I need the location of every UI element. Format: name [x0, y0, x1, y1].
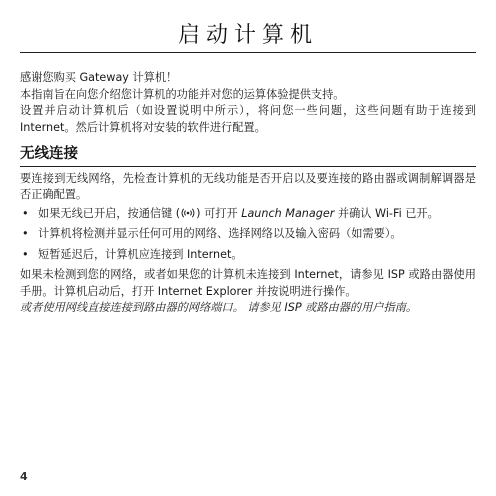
section-heading-wireless: 无线连接 [20, 146, 78, 162]
step3-text: 短暂延迟后，计算机应连接到 Internet。 [38, 247, 243, 261]
page-number: 4 [20, 470, 28, 483]
wireless-steps [20, 206, 476, 264]
wireless-lead: 要连接到无线网络，先检查计算机的无线功能是否开启以及要连接的路由器或调制解调器是否正确配置。 [20, 171, 476, 201]
title-divider [20, 52, 476, 53]
launch-manager-name: Launch Manager [241, 206, 335, 220]
wireless-troubleshoot: 如果未检测到您的网络，或者如果您的计算机未连接到 Internet，请参见 ISP 或路由器使用手册。计算机启动后，打开 Internet Explorer 并按说明进行操作。 [20, 268, 476, 298]
step1-text-a: 如果无线已开启，按通信键 ( [38, 206, 181, 220]
wireless-signal-icon [180, 207, 196, 219]
list-item [20, 247, 476, 264]
list-item [20, 226, 476, 243]
page-title: 启动计算机 [177, 23, 318, 48]
bullet-marker: • [22, 227, 29, 240]
wired-connection-note: 或者使用网线直接连接到路由器的网络端口。 请参见 ISP 或路由器的用户指南。 [20, 301, 418, 314]
list-item [20, 206, 476, 223]
bullet-marker: • [22, 247, 29, 261]
step2-text: 计算机将检测并显示任何可用的网络、选择网络以及输入密码（如需要）。 [38, 227, 402, 240]
intro-purpose: 本指南旨在向您介绍您计算机的功能并对您的运算体验提供支持。 [20, 87, 345, 101]
step1-text-c: 并确认 Wi-Fi 已开。 [334, 206, 439, 220]
bullet-marker: • [22, 206, 29, 220]
step1-text-b: ) 可打开 [196, 206, 242, 220]
intro-thanks: 感谢您购买 Gateway 计算机！ [20, 71, 178, 84]
intro-setup: 设置并启动计算机后（如设置说明中所示），将问您一些问题，这些问题有助于连接到 Internet。然后计算机将对安装的软件进行配置。 [20, 104, 476, 134]
section-divider [20, 166, 476, 167]
page-body [20, 70, 476, 317]
